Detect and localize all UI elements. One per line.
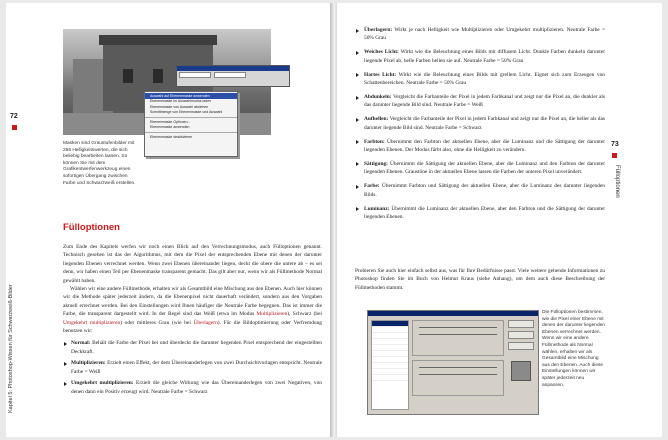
dialog-buttons — [508, 320, 534, 353]
definition: Wirkt wie die Beleuchtung eines Bilds mit diffusem Licht. Dunkle Farben dunkeln darunter liegende Pixel ab, helle Farben hellen sie auf. Neutrale Farbe = 50% Grau — [364, 49, 605, 64]
blend-mode-field[interactable] — [179, 72, 211, 78]
image-caption: Die Fülloptionen bestimmen, wie die Pixel einer Ebene mit denen der darunter liegenden Ebenen verrechnet werden. Wenn wir eine andere Füllmethode als Normal wählen, erhalten wir als Gesamtbild eine Mischung aus den Ebenen. Auch diese Einstellungen können wir später jederzeit neu anpassen. — [542, 310, 605, 388]
term: Farbe: — [364, 183, 380, 190]
definition: Übernimmt Farbton und Sättigung der aktuellen Ebene, aber die Luminanz des darunter liegenden Bilds. — [364, 183, 605, 198]
definition: Behält die Farbe der Pixel bei und überdeckt die darunter liegenden Pixel entsprechend der eingestellten Deckkraft. — [71, 340, 322, 355]
right-page — [337, 3, 662, 437]
ok-button[interactable] — [508, 320, 534, 328]
term: Weiches Licht: — [364, 49, 399, 56]
book-gutter — [330, 3, 337, 437]
list-item — [355, 93, 605, 110]
left-page — [6, 3, 330, 437]
term: Farbton: — [364, 138, 385, 145]
term: Luminanz: — [364, 205, 390, 212]
list-item — [355, 115, 605, 132]
body-text — [63, 243, 322, 399]
page-number: 73 — [611, 141, 619, 148]
general-blending-group — [412, 320, 504, 356]
definition: Übernimmt den Farbton der aktuellen Ebene, aber die Luminanz und die Sättigung der darunter liegenden Ebenen. Der Modus färbt also, ohne die Helligkeit zu verändern. — [364, 138, 605, 153]
paragraph: Probieren Sie auch hier einfach selbst aus, was für Ihre Bedürfnisse passt. Viele weitere gehende Informationen zu Photoshop finden Sie im Buch von Helmut Kraus (siehe Anhang), um dem auch diese Beschreibung der Füllmethoden stammt. — [355, 268, 605, 291]
blending-options-dialog — [367, 310, 539, 415]
highlight-term: Umgekehrt multiplizieren — [63, 319, 121, 326]
term: Aufhellen: — [364, 116, 389, 123]
page-marker — [12, 125, 17, 130]
section-heading: Fülloptionen — [63, 222, 120, 233]
opacity-field[interactable] — [214, 72, 246, 78]
definition: Wirkt je nach Helligkeit wie Multiplizieren oder Umgekehrt multiplizieren. Neutrale Farbe = 50% Grau — [364, 27, 605, 42]
term: Überlagern: — [364, 27, 393, 33]
highlight-term: Multiplizieren — [256, 311, 288, 318]
term: Sättigung: — [364, 160, 388, 167]
list-item — [63, 379, 322, 396]
definition: Übernimmt die Luminanz der aktuellen Ebene, aber den Farbton und die Sättigung der darunter liegenden Ebenen. — [364, 205, 605, 220]
photo-window — [153, 69, 163, 83]
list-item — [355, 138, 605, 155]
page-number: 72 — [10, 113, 18, 120]
text-run: ). Für die Bildoptimierung oder Verfremdung benutzen wir: — [63, 319, 322, 335]
menu-item[interactable]: Ebenenmaske von Auswahl abziehen — [150, 104, 209, 109]
page-marker — [612, 153, 617, 158]
cancel-button[interactable] — [508, 331, 534, 339]
list-item — [355, 205, 605, 222]
blend-if-slider[interactable] — [419, 367, 497, 368]
definition: Vergleicht die Farbanteile der Pixel in jedem Farbkanal und zeigt nur die Pixel an, die heller als das darunter liegende Bild sind. Neutrale Farbe = Schwarz — [364, 116, 605, 131]
context-menu — [144, 91, 238, 157]
menu-item[interactable]: Ebenenmaske im Auswahlmodus laden — [150, 99, 212, 103]
text-run: ), Schwarz (bei — [287, 311, 322, 318]
paragraph — [63, 285, 322, 335]
list-item — [63, 359, 322, 376]
definition: Vergleicht die Farbanteile der Pixel in jedem Farbkanal und zeigt nur die Pixel an, die dunkler als das darunter liegende Bild sind. Neutrale Farbe = Weiß — [364, 93, 605, 109]
layers-palette — [176, 65, 290, 87]
term: Normal: — [71, 340, 91, 347]
paragraph: Zum Ende des Kapitels werfen wir noch einen Blick auf den Verrechnungsmodus, auch Fülloptionen genannt. Technisch gesehen ist das der Algorithmus, mit dem die Pixel der entsprechenden Ebene mit denen der darunter liegenden Ebenen verrechnet werden. Wenn zwei Ebenen übereinander liegen, deckt die obere die untere ab – es sei denn, wir haben einen Teil per Ebenenmaske transparent gemacht. Das gilt aber nur, wenn wir als Füllmethode Normal gewählt haben. — [63, 244, 322, 284]
image-caption: Masken sind Graustufenbilder mit 256 Helligkeitswerten, die sich beliebig bearbeiten lassen. So können Sie mit dem Grafikentwerfenwerkzeug einen sofortigen Übergang zwischen Farbe und Schwarzweiß erstellen. — [63, 141, 136, 186]
fill-slider[interactable] — [419, 334, 497, 335]
definition: Erzielt einen Effekt, der dem Übereinanderlegen von zwei Durchsichtvorlagen entspricht. Neutrale Farbe = Weiß — [71, 360, 322, 375]
highlight-term: Überlagern — [193, 319, 218, 326]
menu-item[interactable]: Ebenenmaske anwenden — [150, 125, 190, 129]
definition: Übernimmt die Sättigung der aktuellen Ebene, aber die Luminanz und den Farbton der darunter liegenden Ebenen. Graustöne in der aktuellen Ebene lassen die Farben der unteren Pixel unverändert. — [364, 160, 605, 176]
preview-swatch — [511, 361, 531, 381]
menu-item[interactable]: Ebenenmaske deaktivieren — [150, 134, 193, 139]
options-panel — [412, 320, 504, 408]
menu-item[interactable]: Auswahl auf Ebenenmaske anwenden — [145, 93, 237, 99]
blend-mode-list — [63, 339, 322, 395]
definition: Erzielt die gleiche Wirkung wie das Übereinanderlegen von zwei Negativen, von denen dann ein Positiv erzeugt wird. Neutrale Farbe = Schwarz — [71, 380, 322, 395]
term: Abdunkeln: — [364, 93, 392, 100]
list-item[interactable] — [372, 375, 408, 381]
menu-item[interactable]: Ebenenmaske Optionen... — [150, 119, 191, 124]
list-item — [355, 26, 605, 43]
list-item — [355, 182, 605, 199]
text-run: Wählen wir eine andere Füllmethode, erhalten wir als Gesamtbild eine Mischung aus den Ebenen. Auch hier können wir die Methode später jederzeit ändern, da die Ebenenpixel nicht dauerhaft verändert, sondern aus den Vorgaben aktuell errechnet werden. Bei den Einstellungen wird Ihnen häufiger die Neutrale Farbe begegnen. Das ist immer die Farbe, die transparent dargestellt wird. In der Regel sind das Weiß (etwa im Modus — [63, 286, 322, 318]
list-item — [63, 339, 322, 356]
underlying-slider[interactable] — [419, 374, 497, 375]
running-head: Kapitel 5: Photoshop-Wissen für Schwarzweiß-Bilder — [8, 284, 14, 413]
text-run: ) oder mittleres Grau (wie bei — [120, 319, 194, 326]
list-item — [355, 71, 605, 88]
photo-window — [123, 69, 133, 83]
advanced-blending-group — [412, 360, 504, 396]
term: Umgekehrt multiplizieren: — [71, 380, 134, 387]
dialog-titlebar — [368, 311, 538, 316]
term: Hartes Licht: — [364, 71, 397, 78]
definition: Wirkt wie die Beleuchtung eines Bilds mit grellem Licht. Eignet sich zum Erzeugen von Schattenbereichen. Neutrale Farbe = 50% Grau — [364, 71, 605, 87]
menu-item[interactable]: Schnittmenge von Ebenenmaske und Auswahl — [150, 110, 223, 114]
menu-separator — [145, 132, 237, 133]
term: Multiplizieren: — [71, 360, 106, 367]
menu-separator — [145, 117, 237, 118]
styles-list — [371, 320, 409, 410]
photo-roof — [99, 35, 217, 45]
blend-mode-list — [355, 26, 605, 227]
running-head: Fülloptionen — [614, 165, 620, 198]
list-item — [355, 160, 605, 177]
new-style-button[interactable] — [508, 342, 534, 350]
list-item — [355, 48, 605, 65]
opacity-slider[interactable] — [419, 327, 497, 328]
